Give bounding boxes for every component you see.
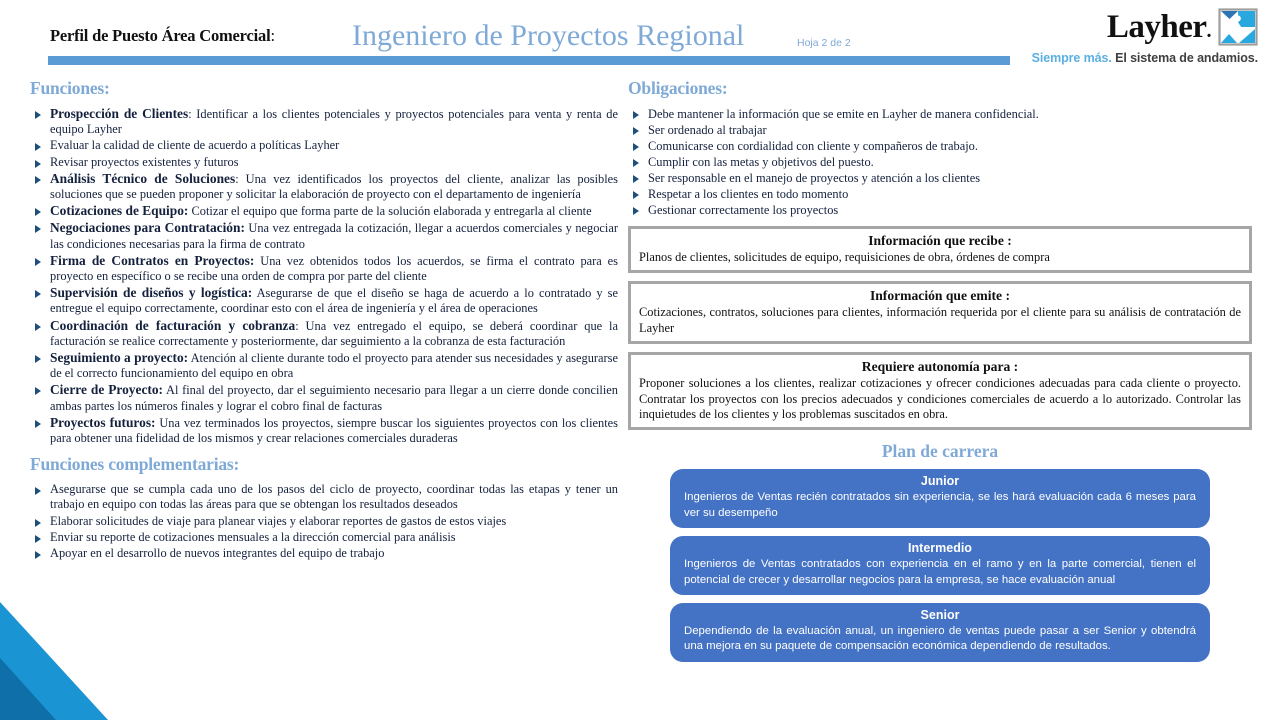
function-item [30,285,618,316]
logo-wordmark [1106,8,1211,45]
info-box-body: Planos de clientes, solicitudes de equipo, requisiciones de obra, órdenes de compra [639,250,1050,264]
logo-registered: . [1206,19,1211,42]
function-item [30,253,618,284]
info-box-body: Cotizaciones, contratos, soluciones para clientes, información requerida por el cliente para su análisis de contratación de Layher [639,305,1241,335]
info-box-body: Proponer soluciones a los clientes, realizar cotizaciones y ofrecer condiciones adecuadas para cada cliente o proyecto. Contratar los proyectos con los precios adecuados y condiciones comerciales de acuerdo a lo autorizado. Controlar las inquietudes de los clientes y los problemas suscitados en obra. [639,376,1241,422]
career-level-card [670,603,1210,662]
info-box [628,281,1252,344]
obligations-list [628,106,1252,218]
function-item-text: Cotizar el equipo que forma parte de la solución elaborada y entregarla al cliente [188,204,592,219]
tagline-blue: Siempre más. [1031,51,1112,65]
career-plan-cards [628,469,1252,661]
complementary-function-item: Elaborar solicitudes de viaje para planear viajes y elaborar reportes de gastos de estos viajes [30,514,618,529]
logo-row [1032,8,1258,46]
function-item-text: : Identificar a los clientes potenciales y proyectos potenciales para venta y renta de equipo Layher [50,107,618,137]
function-item-text: Al final del proyecto, dar el seguimiento necesario para llegar a un cierre donde concilien ambas partes los números finales y lograr el cobro final de facturas [50,383,619,413]
function-item-text: Atención al cliente durante todo el proyecto para atender sus necesidades y asegurarse de el correcto funcionamiento del equipo en obra [50,351,618,381]
function-item [30,138,618,153]
function-item [30,155,618,170]
function-item-text: Asegurarse de que el diseño se haga de acuerdo a lo contratado y se entregue el equipo correctamente, coordinar esto con el área de ingeniería y el área de operaciones [50,286,618,316]
function-item [30,171,618,202]
career-level-title: Intermedio [908,541,972,556]
career-level-body: Ingenieros de Ventas contratados con experiencia en el ramo y en la parte comercial, tienen el potencial de crecer y desarrollar negocios para la empresa, se hace evaluación anual [684,558,1196,586]
function-item-lead: Supervisión de diseños y logística: [50,285,253,301]
career-level-card [670,469,1210,528]
info-box [628,352,1252,430]
function-item [30,203,618,219]
logo-word-text: Layher [1106,8,1207,45]
career-plan-heading: Plan de carrera [881,441,999,462]
header-label-text: Perfil de Puesto Área Comercial [50,26,271,45]
function-item [30,415,618,446]
obligation-item: Ser responsable en el manejo de proyectos y atención a los clientes [628,170,1252,186]
info-boxes [628,226,1252,430]
functions-list [30,106,618,446]
career-level-title: Junior [920,474,960,489]
function-item-text: Una vez obtenidos todos los acuerdos, se firma el contrato para es proyecto en específico o se recibe una orden de compra por parte del cliente [50,253,619,284]
obligation-item: Respetar a los clientes en todo momento [628,186,1252,202]
function-item-text: Una vez entregada la cotización, llegar a acuerdos comerciales y negociar las condiciones necesarias para la firma de contrato [50,221,618,251]
layher-x-mark-icon [1218,8,1258,46]
info-box [628,226,1252,273]
functions-heading: Funciones: [30,78,110,98]
function-item-lead: Cotizaciones de Equipo: [50,203,189,219]
complementary-function-item: Apoyar en el desarrollo de nuevos integrantes del equipo de trabajo [30,546,618,561]
left-column [30,78,618,562]
header-blue-bar [48,56,1010,65]
function-item-lead: Firma de Contratos en Proyectos: [50,252,255,268]
function-item-lead: Análisis Técnico de Soluciones [50,170,236,186]
complementary-functions-heading: Funciones complementarias: [30,454,240,475]
obligation-item: Ser ordenado al trabajar [628,122,1252,138]
page-title: Ingeniero de Proyectos Regional [352,19,745,52]
function-item-lead: Seguimiento a proyecto: [50,350,189,366]
info-box-title: Información que recibe : [868,233,1012,248]
function-item [30,382,618,413]
obligations-heading: Obligaciones: [628,78,728,98]
complementary-function-item: Asegurarse que se cumpla cada uno de los pasos del ciclo de proyecto, coordinar todas las etapas y tener un trabajo en equipo con todas las áreas para que se obtengan los resultados deseados [30,482,618,512]
header-label-colon: : [270,26,275,45]
career-level-body: Ingenieros de Ventas recién contratados sin experiencia, se les hará evaluación cada 6 meses para ver su desempeño [684,491,1196,519]
function-item [30,220,618,251]
layher-logo [1032,8,1258,65]
function-item [30,106,618,137]
complementary-functions-list [30,482,618,561]
career-level-title: Senior [920,608,960,623]
function-item-lead: Negociaciones para Contratación: [50,220,245,236]
career-level-body: Dependiendo de la evaluación anual, un ingeniero de ventas puede pasar a ser Senior y obtendrá una mejora en su paquete de compensación económica dependiendo de resultados. [684,625,1196,653]
obligation-item: Cumplir con las metas y objetivos del puesto. [628,154,1252,170]
logo-tagline [1032,51,1258,65]
complementary-function-item: Enviar su reporte de cotizaciones mensuales a la dirección comercial para análisis [30,530,618,545]
function-item-lead: Cierre de Proyecto: [50,382,163,398]
info-box-title: Requiere autonomía para : [861,359,1019,375]
function-item-text: : Una vez entregado el equipo, se deberá coordinar que la facturación se realice correctamente y posteriormente, dar seguimiento a la cobranza de esta facturación [50,318,619,348]
obligation-item: Gestionar correctamente los proyectos [628,202,1252,218]
function-item-text: Revisar proyectos existentes y futuros [50,154,239,169]
corner-triangle-dark [0,658,56,720]
tagline-dark: El sistema de andamios. [1111,51,1258,65]
info-box-title: Información que emite : [869,288,1011,304]
function-item [30,318,618,349]
function-item-lead: Proyectos futuros: [50,414,156,430]
function-item-text: Una vez terminados los proyectos, siempre buscar los siguientes proyectos con los clientes para obtener una fidelidad de los mismos y crear relaciones comerciales duraderas [50,415,618,446]
career-level-card [670,536,1210,595]
obligation-item: Debe mantener la información que se emite en Layher de manera confidencial. [628,106,1252,122]
function-item-lead: Prospección de Clientes [50,106,189,121]
function-item [30,350,618,381]
function-item-text: : Una vez identificados los proyectos del cliente, analizar las posibles soluciones que se pueden proponer y solicitar la elaboración de proyecto con el departamento de ingeniería [50,171,618,202]
function-item-lead: Coordinación de facturación y cobranza [50,317,296,333]
right-column [628,78,1252,670]
header-label [50,26,275,46]
obligation-item: Comunicarse con cordialidad con cliente y compañeros de trabajo. [628,138,1252,154]
sheet-number: Hoja 2 de 2 [797,37,851,49]
function-item-text: Evaluar la calidad de cliente de acuerdo a políticas Layher [50,138,340,153]
